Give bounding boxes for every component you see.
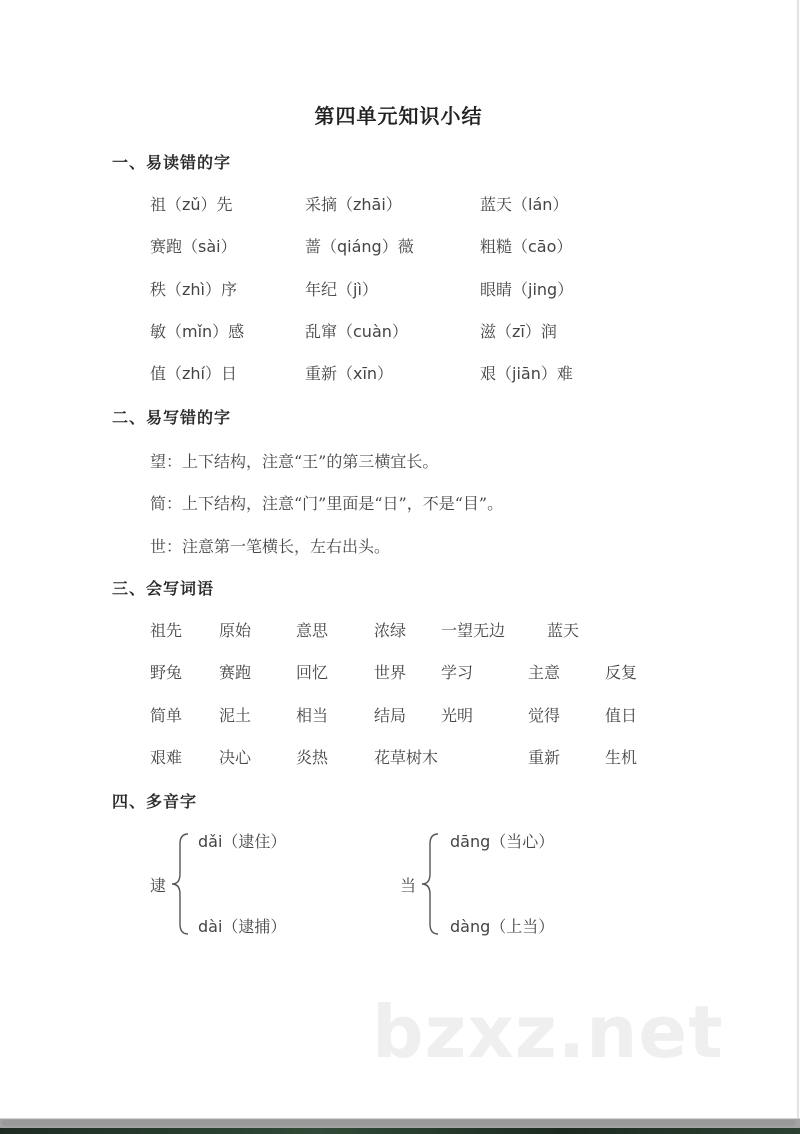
misread-item: 滋（zī）润 bbox=[480, 322, 557, 341]
misread-item: 赛跑（sài） bbox=[150, 237, 237, 256]
vocab-word: 学习 bbox=[441, 663, 474, 682]
vocab-word: 回忆 bbox=[296, 663, 329, 682]
polyphonic-reading: dài（逮捕） bbox=[198, 917, 287, 936]
vocab-word: 祖先 bbox=[150, 621, 183, 640]
polyphonic-char: 当 bbox=[400, 876, 417, 895]
vocab-word: 艰难 bbox=[150, 748, 183, 767]
misread-item: 值（zhí）日 bbox=[150, 364, 237, 383]
writing-note: 世：注意第一笔横长，左右出头。 bbox=[150, 537, 391, 556]
misread-item: 祖（zǔ）先 bbox=[150, 195, 233, 214]
misread-item: 重新（xīn） bbox=[305, 364, 394, 383]
writing-note: 望：上下结构，注意“王”的第三横宜长。 bbox=[150, 452, 439, 471]
vocab-word: 炎热 bbox=[296, 748, 329, 767]
vocab-word: 简单 bbox=[150, 706, 183, 725]
section-heading-misread: 一、易读错的字 bbox=[112, 153, 232, 172]
watermark: bzxz.net bbox=[372, 990, 724, 1074]
scrollbar-thumb[interactable] bbox=[2, 1120, 796, 1126]
polyphonic-char: 逮 bbox=[150, 876, 167, 895]
section-heading-miswritten: 二、易写错的字 bbox=[112, 408, 232, 427]
page-title: 第四单元知识小结 bbox=[314, 104, 483, 128]
misread-item: 蓝天（lán） bbox=[480, 195, 569, 214]
vocab-word: 花草树木 bbox=[374, 748, 439, 767]
misread-item: 粗糙（cāo） bbox=[480, 237, 573, 256]
vocab-word: 世界 bbox=[374, 663, 407, 682]
desktop-background-strip bbox=[0, 1128, 800, 1134]
vocab-word: 值日 bbox=[605, 706, 638, 725]
horizontal-scrollbar[interactable] bbox=[0, 1118, 800, 1128]
curly-brace-icon bbox=[168, 832, 192, 936]
vocab-word: 相当 bbox=[296, 706, 329, 725]
section-heading-vocabulary: 三、会写词语 bbox=[112, 579, 215, 598]
misread-item: 眼睛（jing） bbox=[480, 280, 574, 299]
vocab-word: 浓绿 bbox=[374, 621, 407, 640]
vocab-word: 重新 bbox=[528, 748, 561, 767]
vocab-word: 生机 bbox=[605, 748, 638, 767]
writing-note: 简：上下结构，注意“门”里面是“日”，不是“目”。 bbox=[150, 494, 504, 513]
vocab-word: 一望无边 bbox=[441, 621, 506, 640]
vocab-word: 反复 bbox=[605, 663, 638, 682]
polyphonic-reading: dàng（上当） bbox=[450, 917, 555, 936]
misread-item: 秩（zhì）序 bbox=[150, 280, 237, 299]
vocab-word: 觉得 bbox=[528, 706, 561, 725]
vocab-word: 主意 bbox=[528, 663, 561, 682]
misread-item: 年纪（jì） bbox=[305, 280, 378, 299]
vocab-word: 决心 bbox=[219, 748, 252, 767]
misread-item: 蔷（qiáng）薇 bbox=[305, 237, 414, 256]
misread-item: 艰（jiān）难 bbox=[480, 364, 573, 383]
misread-item: 乱窜（cuàn） bbox=[305, 322, 408, 341]
misread-item: 采摘（zhāi） bbox=[305, 195, 402, 214]
vocab-word: 结局 bbox=[374, 706, 407, 725]
vocab-word: 蓝天 bbox=[547, 621, 580, 640]
misread-item: 敏（mǐn）感 bbox=[150, 322, 245, 341]
vocab-word: 野兔 bbox=[150, 663, 183, 682]
vocab-word: 光明 bbox=[441, 706, 474, 725]
polyphonic-reading: dǎi（逮住） bbox=[198, 832, 287, 851]
vocab-word: 泥土 bbox=[219, 706, 252, 725]
polyphonic-reading: dāng（当心） bbox=[450, 832, 555, 851]
vocab-word: 意思 bbox=[296, 621, 329, 640]
section-heading-polyphonic: 四、多音字 bbox=[112, 792, 198, 811]
vocab-word: 赛跑 bbox=[219, 663, 252, 682]
vocab-word: 原始 bbox=[219, 621, 252, 640]
curly-brace-icon bbox=[418, 832, 442, 936]
